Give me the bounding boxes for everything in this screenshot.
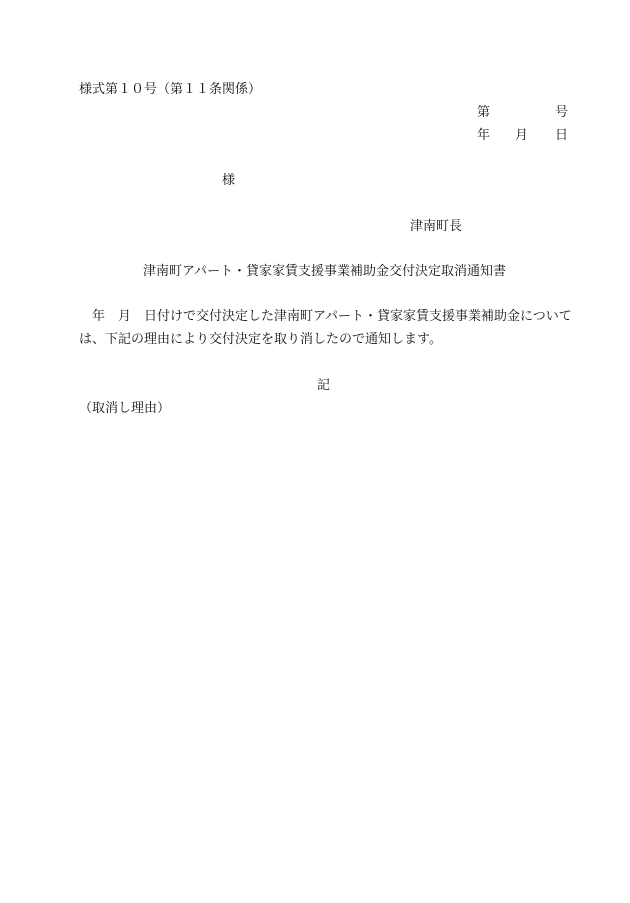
date-year-label: 年 [477, 128, 491, 143]
document-number-prefix: 第 [477, 105, 491, 120]
cancellation-reason-label: （取消し理由） [79, 401, 171, 416]
document-title: 津南町アパート・貸家家賃支援事業補助金交付決定取消通知書 [143, 264, 506, 279]
date-month-label: 月 [515, 128, 529, 143]
form-number: 様式第１０号（第１１条関係） [79, 82, 262, 97]
body-text-line-1: 年 月 日付けで交付決定した津南町アパート・貸家家賃支援事業補助金について [92, 309, 572, 324]
date-day-label: 日 [555, 128, 569, 143]
body-text-line-2: は、下記の理由により交付決定を取り消したので通知します。 [79, 332, 442, 347]
document-number-suffix: 号 [555, 105, 569, 120]
addressee-honorific: 様 [222, 173, 236, 188]
ki-heading: 記 [317, 378, 331, 393]
issuer-name: 津南町長 [410, 219, 463, 234]
